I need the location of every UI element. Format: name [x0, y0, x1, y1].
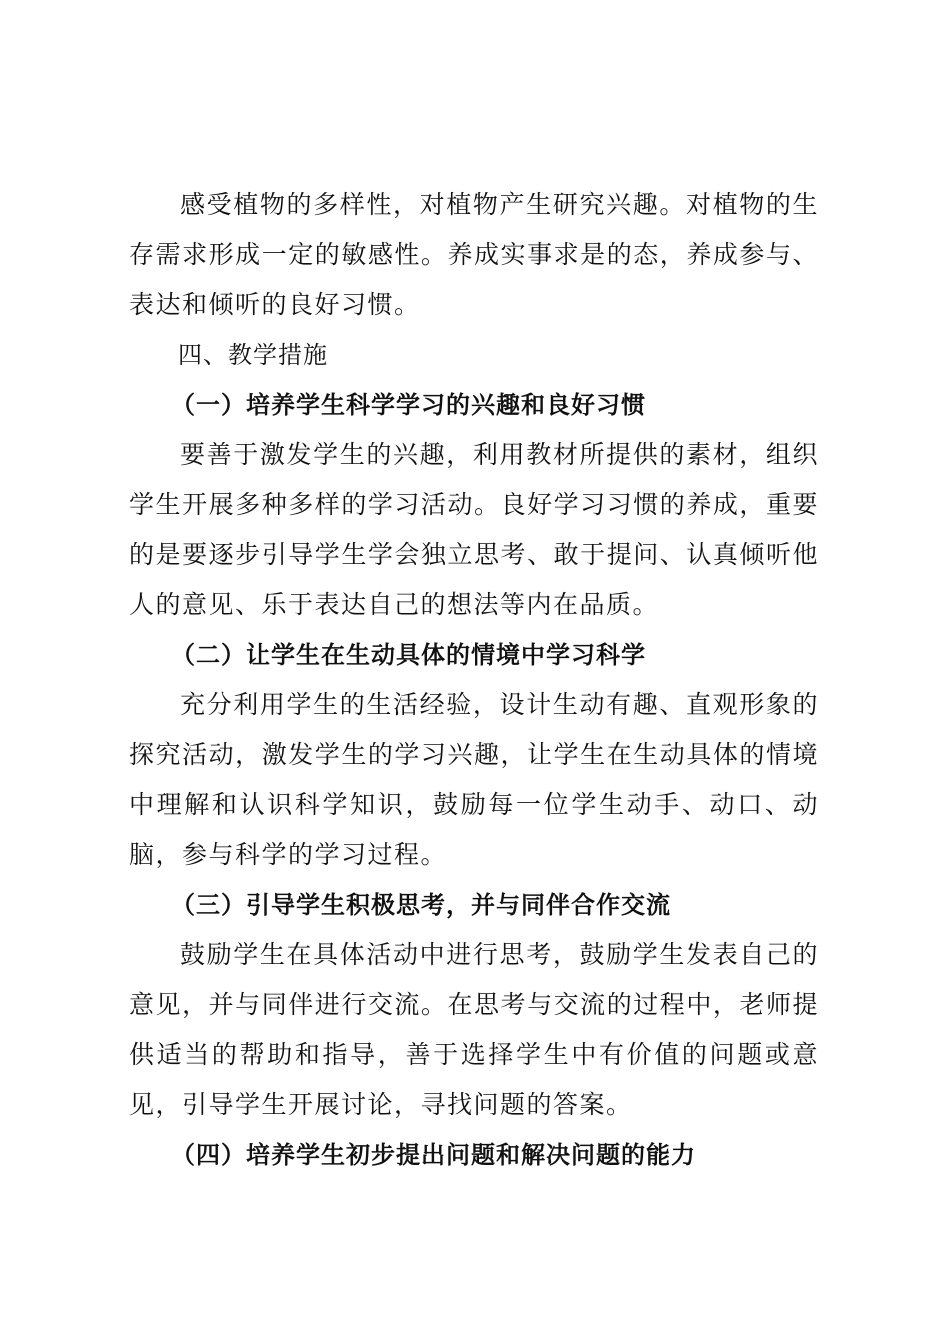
subsection-body-1: 要善于激发学生的兴趣，利用教材所提供的素材，组织学生开展多种多样的学习活动。良好学习习惯的养成，重要的是要逐步引导学生学会独立思考、敢于提问、认真倾听他人的意见、乐于表达自己的想法等内在品质。 — [129, 440, 819, 619]
subsection-body-2: 充分利用学生的生活经验，设计生动有趣、直观形象的探究活动，激发学生的学习兴趣，让学生在生动具体的情境中理解和认识科学知识，鼓励每一位学生动手、动口、动脑，参与科学的学习过程。 — [129, 690, 819, 869]
subsection-heading-2: （二）让学生在生动具体的情境中学习科学 — [171, 641, 646, 669]
intro-paragraph: 感受植物的多样性，对植物产生研究兴趣。对植物的生存需求形成一定的敏感性。养成实事求是的态，养成参与、表达和倾听的良好习惯。 — [129, 190, 819, 319]
document-body — [129, 180, 819, 1180]
subsection-heading-4: （四）培养学生初步提出问题和解决问题的能力 — [171, 1141, 696, 1169]
subsection-body-3: 鼓励学生在具体活动中进行思考，鼓励学生发表自己的意见，并与同伴进行交流。在思考与交流的过程中，老师提供适当的帮助和指导，善于选择学生中有价值的问题或意见，引导学生开展讨论，寻找问题的答案。 — [129, 940, 819, 1119]
subsection-heading-1: （一）培养学生科学学习的兴趣和良好习惯 — [171, 391, 646, 419]
subsection-heading-3: （三）引导学生积极思考，并与同伴合作交流 — [171, 891, 671, 919]
section-heading: 四、教学措施 — [178, 341, 328, 369]
